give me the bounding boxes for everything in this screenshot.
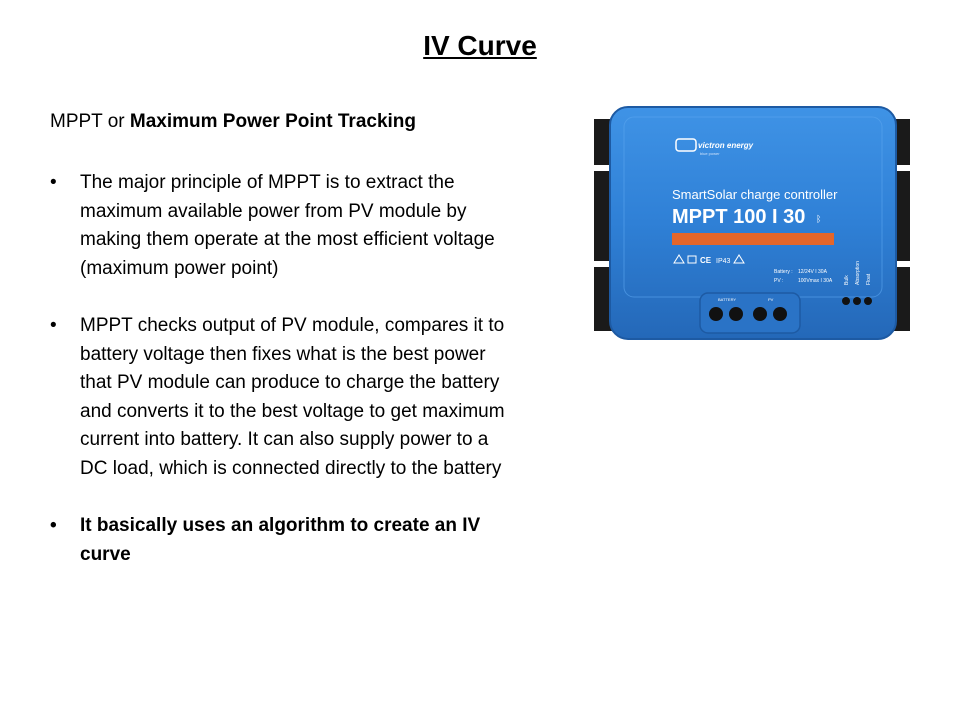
bluetooth-icon: ᛒ bbox=[816, 215, 822, 225]
intro-prefix: MPPT or bbox=[50, 111, 130, 132]
terminal-block bbox=[700, 293, 800, 333]
svg-text:CE: CE bbox=[700, 256, 712, 265]
led-absorption-label: Absorption bbox=[855, 261, 861, 285]
led-bulk-label: Bulk bbox=[844, 275, 850, 285]
tagline-text: blue power bbox=[700, 151, 720, 156]
led-float-label: Float bbox=[866, 273, 872, 285]
ip-rating: IP43 bbox=[716, 258, 731, 265]
status-leds bbox=[842, 297, 872, 305]
brand-text: victron energy bbox=[698, 141, 754, 150]
spec-pv-label: PV : bbox=[774, 278, 784, 284]
bullet-marker: • bbox=[50, 314, 57, 336]
bullet-marker: • bbox=[50, 515, 57, 537]
bullet-text: It basically uses an algorithm to create an IV curve bbox=[80, 515, 481, 565]
model-name: MPPT 100 I 30 bbox=[672, 206, 806, 228]
bullet-item bbox=[50, 169, 520, 283]
intro-line bbox=[50, 111, 416, 133]
spec-battery-value: 12/24V I 30A bbox=[798, 269, 827, 275]
bullet-item bbox=[50, 512, 520, 569]
bullet-list bbox=[50, 169, 520, 598]
intro-bold: Maximum Power Point Tracking bbox=[129, 111, 417, 132]
spec-battery-label: Battery : bbox=[774, 269, 793, 275]
terminal-pv-label: PV bbox=[768, 297, 774, 302]
bullet-marker: • bbox=[50, 172, 57, 193]
slide-title: IV Curve bbox=[423, 30, 537, 61]
terminal-battery-label: BATTERY bbox=[718, 297, 737, 302]
product-line: SmartSolar charge controller bbox=[672, 187, 838, 202]
charge-controller-photo bbox=[588, 95, 916, 353]
bullet-text: MPPT checks output of PV module, compares it to battery voltage then fixes what is the best power that PV module can produce to charge the battery and converts it to the best voltage to get maximum current into battery. It can also supply power to a DC load, which is connected directly to the battery bbox=[80, 314, 505, 479]
orange-stripe bbox=[672, 233, 834, 245]
bullet-text: The major principle of MPPT is to extract the maximum available power from PV module by making them operate at the most efficient voltage (maximum power point) bbox=[80, 172, 495, 279]
spec-pv-value: 100Vmax I 30A bbox=[798, 278, 833, 284]
bullet-item bbox=[50, 312, 520, 484]
